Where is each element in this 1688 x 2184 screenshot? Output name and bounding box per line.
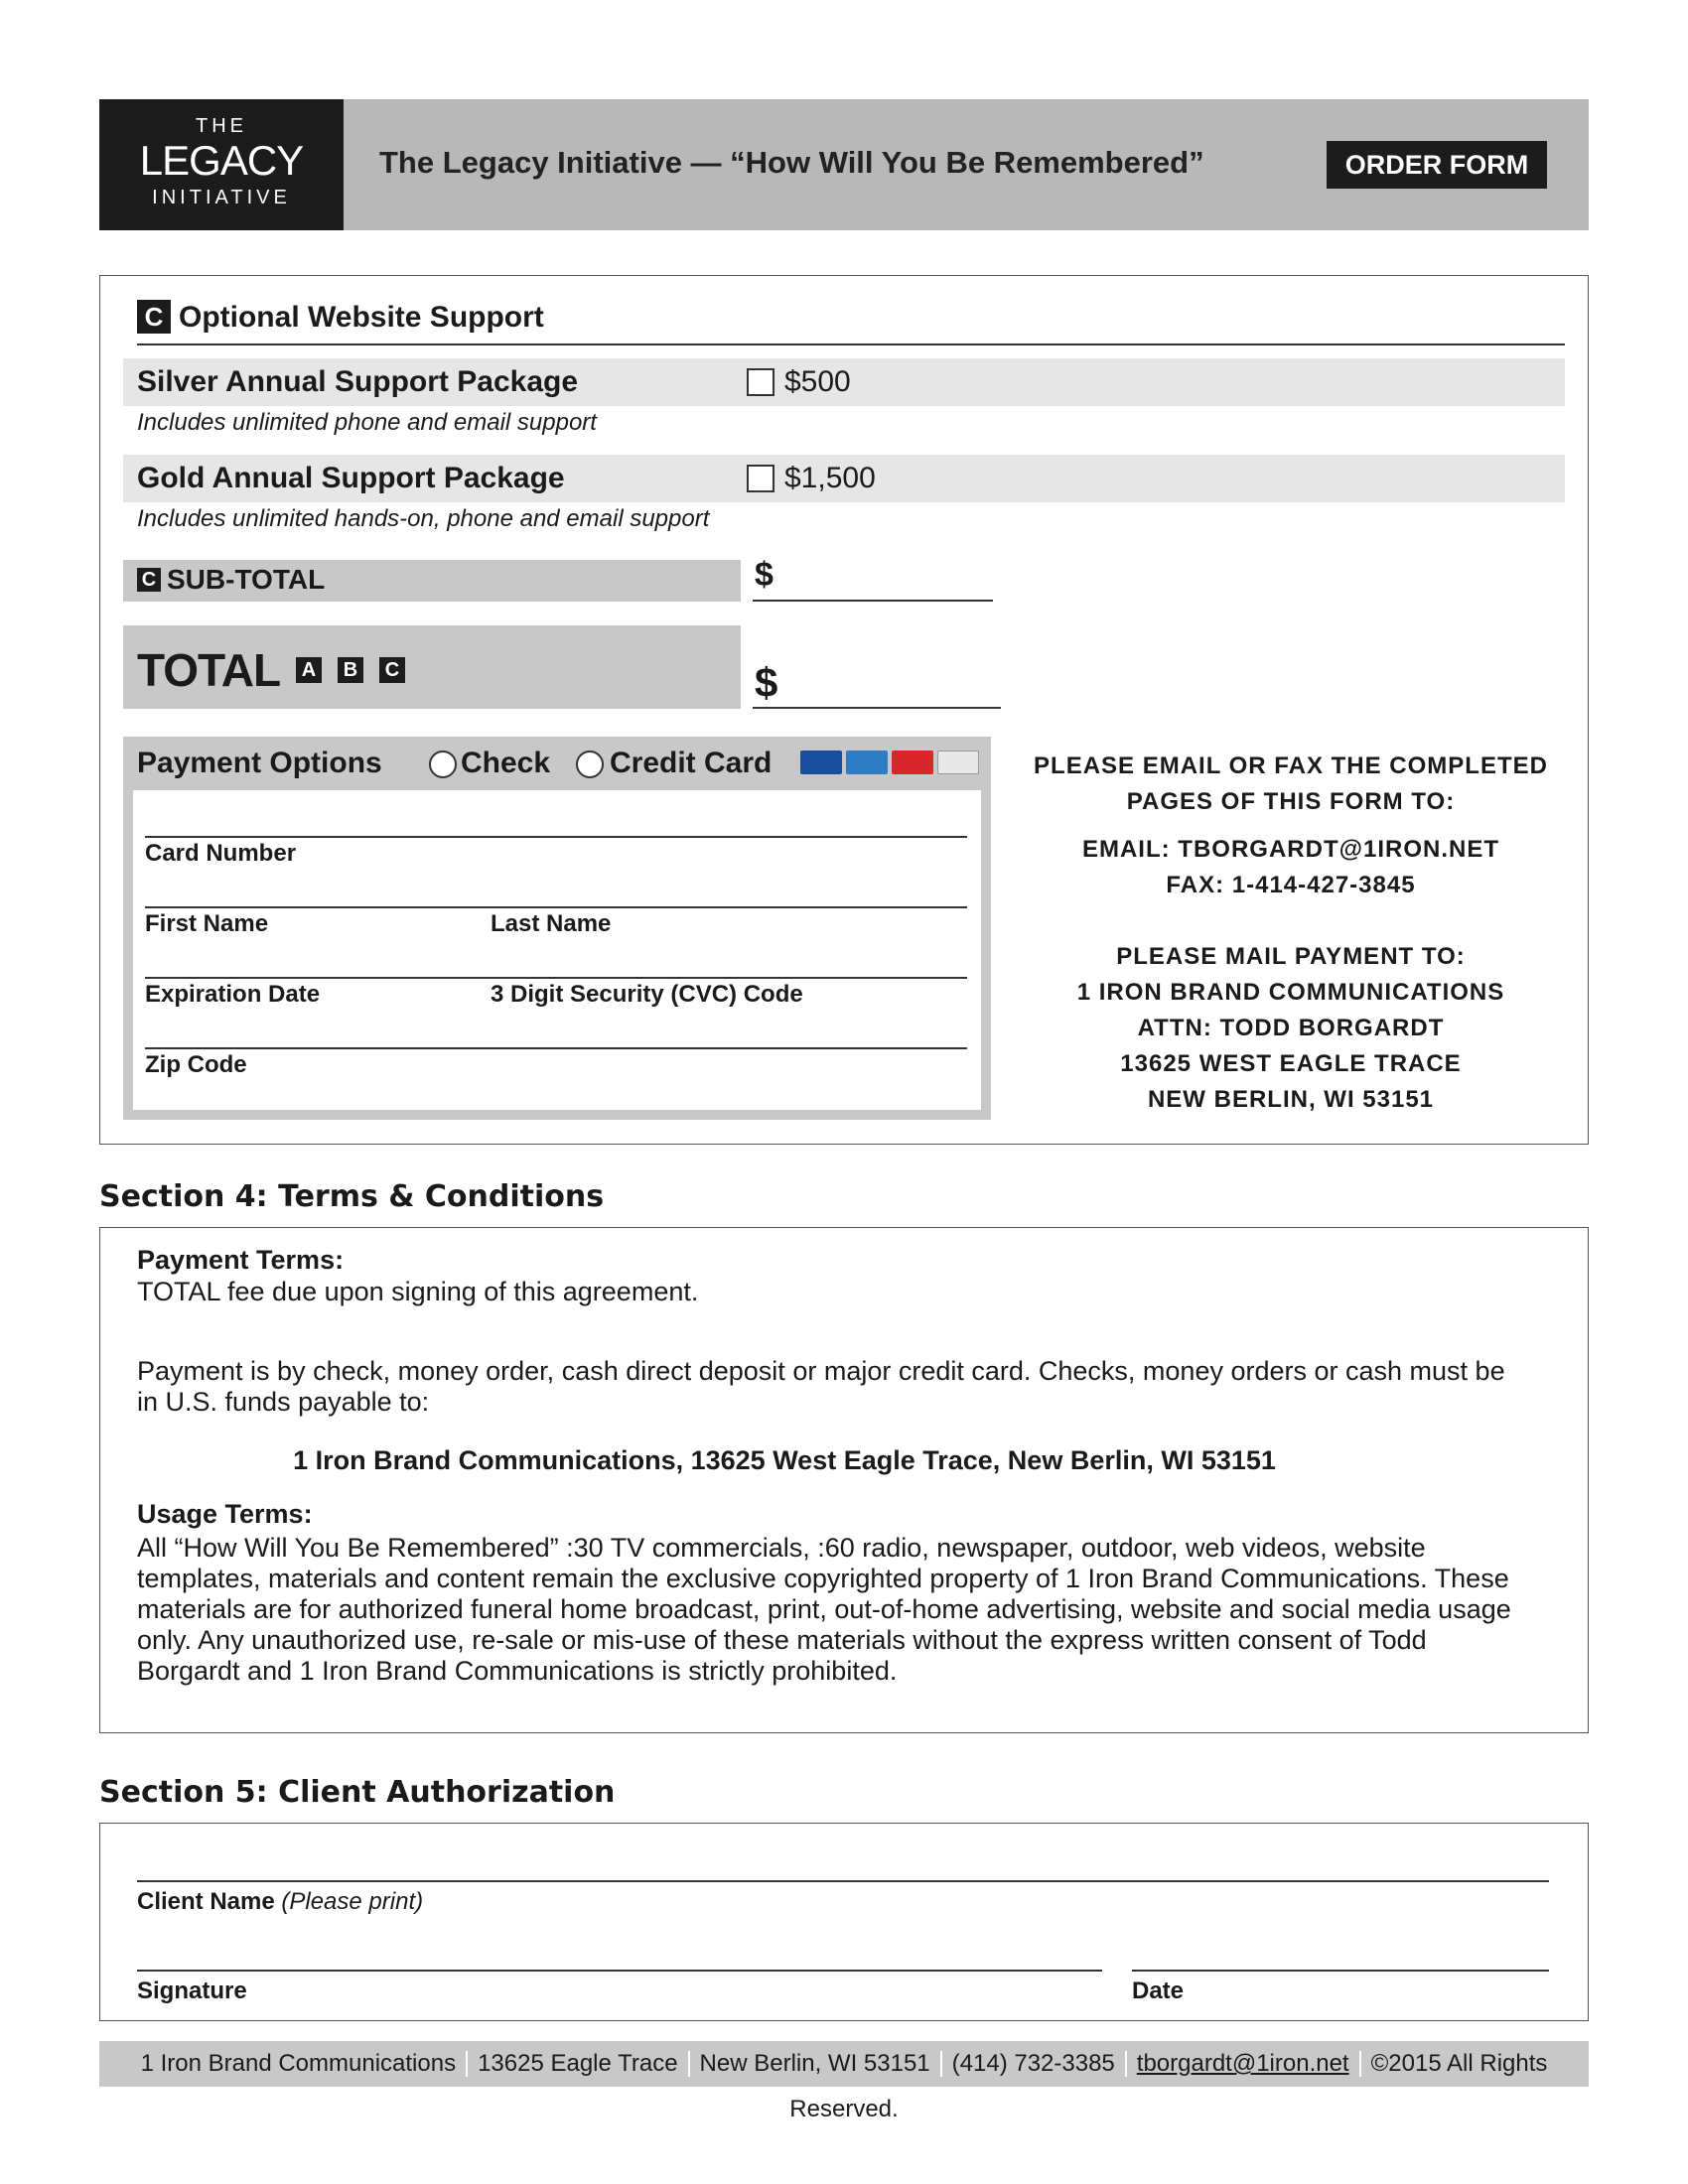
payment-terms-label: Payment Terms: (137, 1245, 345, 1275)
section-c-divider (137, 343, 1565, 345)
discover-icon (937, 751, 979, 774)
footer-separator (1359, 2051, 1361, 2077)
section-letter-badge: C (137, 300, 171, 334)
mastercard-icon (892, 751, 933, 774)
footer-separator (1125, 2051, 1127, 2077)
section-letter-badge: C (137, 568, 161, 592)
card-number-line[interactable] (145, 836, 967, 838)
footer-separator (466, 2051, 468, 2077)
mail-street: 13625 WEST EAGLE TRACE (1120, 1050, 1462, 1077)
silver-package-checkbox[interactable] (747, 368, 774, 396)
first-name-label: First Name (145, 910, 269, 937)
payment-options-title: Payment Options (137, 747, 382, 779)
visa-icon (800, 751, 842, 774)
zip-code-line[interactable] (145, 1047, 967, 1049)
footer-separator (688, 2051, 690, 2077)
total-currency: $ (755, 659, 778, 706)
subtotal-text: SUB-TOTAL (167, 564, 326, 595)
order-form-badge: ORDER FORM (1327, 141, 1547, 189)
client-name-label (137, 1888, 423, 1916)
footer (99, 2041, 1589, 2122)
section-c-heading (137, 300, 544, 335)
footer-phone: (414) 732-3385 (951, 2050, 1115, 2077)
card-details-panel (133, 790, 981, 1110)
american-express-icon (846, 751, 888, 774)
check-option-label: Check (461, 747, 551, 779)
signature-line[interactable] (137, 1970, 1102, 1972)
zip-code-label: Zip Code (145, 1051, 247, 1078)
card-number-label: Card Number (145, 840, 297, 867)
silver-package-name: Silver Annual Support Package (137, 365, 579, 398)
gold-package-price: $1,500 (784, 462, 876, 494)
mail-attention: ATTN: TODD BORGARDT (1137, 1015, 1445, 1041)
total-input-line[interactable] (753, 707, 1001, 709)
contact-fax: FAX: 1-414-427-3845 (1166, 872, 1416, 898)
section-5-heading: Section 5: Client Authorization (99, 1775, 616, 1810)
gold-package-checkbox[interactable] (747, 465, 774, 492)
total-section-c-badge: C (379, 657, 405, 683)
credit-card-radio[interactable] (576, 751, 604, 778)
section-c-title: Optional Website Support (179, 301, 544, 334)
client-name-hint: (Please print) (281, 1888, 424, 1915)
name-line[interactable] (145, 906, 967, 908)
gold-package-name: Gold Annual Support Package (137, 462, 565, 494)
subtotal-currency: $ (755, 556, 774, 594)
subtotal-label (137, 564, 325, 596)
total-section-a-badge: A (296, 657, 322, 683)
legacy-initiative-logo (99, 99, 344, 230)
subtotal-input-line[interactable] (753, 600, 993, 602)
contact-email: EMAIL: TBORGARDT@1IRON.NET (1081, 836, 1500, 863)
date-line[interactable] (1132, 1970, 1549, 1972)
mail-instruction: PLEASE MAIL PAYMENT TO: (1116, 943, 1466, 970)
payment-method-text: Payment is by check, money order, cash direct deposit or major credit card. Checks, money orders or cash must be in U.S. funds payable to: (137, 1356, 1505, 1417)
logo-line-3: INITIATIVE (152, 187, 291, 208)
usage-terms-label: Usage Terms: (137, 1499, 313, 1529)
email-fax-instruction-2: PAGES OF THIS FORM TO: (1126, 788, 1456, 815)
client-name-line[interactable] (137, 1880, 1549, 1882)
check-radio[interactable] (429, 751, 457, 778)
mail-city: NEW BERLIN, WI 53151 (1147, 1086, 1435, 1113)
cvc-code-label: 3 Digit Security (CVC) Code (491, 981, 803, 1008)
client-name-text: Client Name (137, 1888, 275, 1915)
page-title: The Legacy Initiative — “How Will You Be Remembered” (379, 145, 1204, 180)
credit-card-option-label: Credit Card (610, 747, 773, 779)
expiration-cvc-line[interactable] (145, 977, 967, 979)
expiration-date-label: Expiration Date (145, 981, 321, 1008)
total-label: TOTAL (137, 644, 281, 696)
gold-package-description: Includes unlimited hands-on, phone and email support (137, 505, 710, 532)
footer-city: New Berlin, WI 53151 (699, 2050, 930, 2077)
client-authorization-box (99, 1823, 1589, 2021)
mail-company: 1 IRON BRAND COMMUNICATIONS (1076, 979, 1505, 1006)
footer-separator (940, 2051, 942, 2077)
signature-label: Signature (137, 1978, 247, 2004)
email-fax-instruction-1: PLEASE EMAIL OR FAX THE COMPLETED (1034, 752, 1548, 779)
silver-package-price: $500 (784, 365, 851, 398)
payment-terms-text: TOTAL fee due upon signing of this agreement. (137, 1277, 699, 1306)
payee-address: 1 Iron Brand Communications, 13625 West Eagle Trace, New Berlin, WI 53151 (293, 1445, 1276, 1475)
footer-company: 1 Iron Brand Communications (140, 2050, 457, 2077)
footer-copyright: ©2015 All Rights Reserved. (789, 2050, 1548, 2122)
usage-terms-text: All “How Will You Be Remembered” :30 TV commercials, :60 radio, newspaper, outdoor, web videos, website templates, materials and content remain the exclusive copyrighted property of 1 Iron Brand Communications. These materials are for authorized funeral home broadcast, print, out-of-home advertising, website and social media usage only. Any unauthorized use, re-sale or mis-use of these materials without the express written consent of Todd Borgardt and 1 Iron Brand Communications is strictly prohibited. (137, 1533, 1511, 1686)
footer-street: 13625 Eagle Trace (478, 2050, 678, 2077)
date-label: Date (1132, 1978, 1185, 2004)
logo-line-1: THE (196, 115, 247, 137)
total-section-b-badge: B (338, 657, 363, 683)
logo-line-2: LEGACY (139, 137, 304, 184)
section-4-heading: Section 4: Terms & Conditions (99, 1179, 605, 1214)
silver-package-description: Includes unlimited phone and email support (137, 409, 597, 436)
footer-email-link[interactable]: tborgardt@1iron.net (1136, 2050, 1349, 2077)
last-name-label: Last Name (491, 910, 612, 937)
